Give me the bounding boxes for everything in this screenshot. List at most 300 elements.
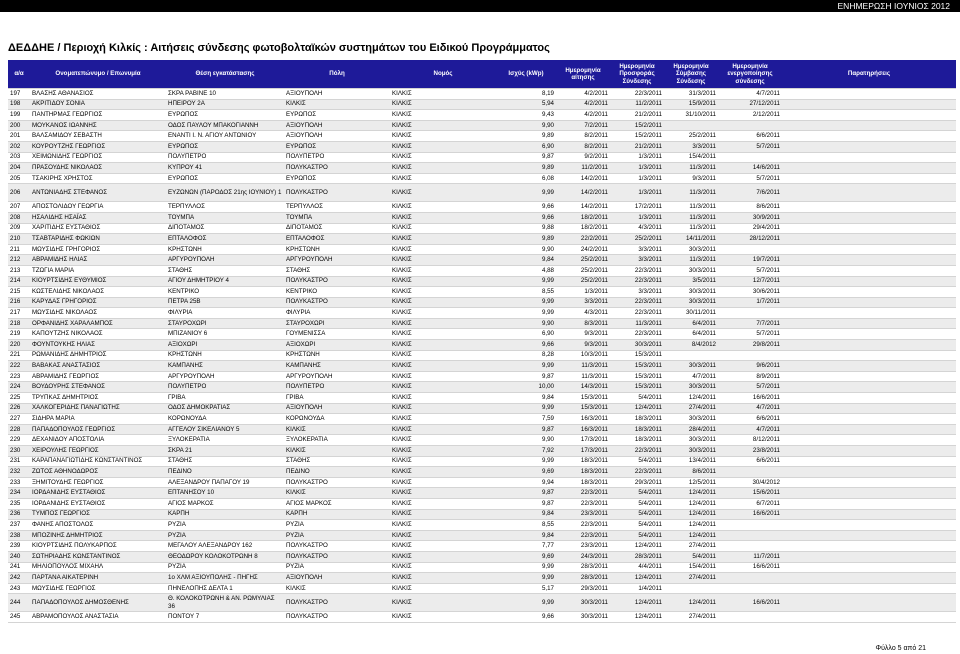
- table-cell: ΑΞΙΟΥΠΟΛΗ: [284, 89, 390, 100]
- table-cell: ΣΩΤΗΡΙΑΔΗΣ ΚΩΝΣΤΑΝΤΙΝΟΣ: [30, 551, 166, 562]
- table-cell: 15/6/2011: [718, 488, 782, 499]
- table-cell: 229: [8, 435, 30, 446]
- table-cell: ΚΙΛΚΙΣ: [390, 234, 496, 245]
- table-cell: 7/7/2011: [718, 318, 782, 329]
- column-header: Ημερομηνία αίτησης: [556, 60, 610, 89]
- table-cell: 15/3/2011: [610, 371, 664, 382]
- table-cell: 30/3/2011: [664, 414, 718, 425]
- table-cell: ΔΕΧΑΝΙΔΟΥ ΑΠΟΣΤΟΛΙΑ: [30, 435, 166, 446]
- table-cell: 9,84: [496, 255, 556, 266]
- table-cell: 9,88: [496, 223, 556, 234]
- table-cell: 9,99: [496, 361, 556, 372]
- table-cell: 6/7/2011: [718, 498, 782, 509]
- table-cell: ΑΞΙΟΥΠΟΛΗ: [284, 403, 390, 414]
- table-cell: 30/6/2011: [718, 287, 782, 298]
- table-row: [8, 110, 956, 121]
- table-cell: 29/4/2011: [718, 223, 782, 234]
- table-cell: 1/3/2011: [610, 152, 664, 163]
- table-cell: 6/4/2011: [664, 329, 718, 340]
- table-cell: 28/4/2011: [664, 424, 718, 435]
- table-cell: 3/3/2011: [610, 287, 664, 298]
- table-cell: 234: [8, 488, 30, 499]
- table-cell: [782, 446, 956, 457]
- table-cell: 6,90: [496, 329, 556, 340]
- table-cell: 8/2/2011: [556, 141, 610, 152]
- table-row: [8, 594, 956, 612]
- table-cell: ΚΙΛΚΙΣ: [390, 265, 496, 276]
- table-cell: 15/3/2011: [610, 382, 664, 393]
- table-row: [8, 446, 956, 457]
- table-cell: 9,87: [496, 498, 556, 509]
- table-cell: ΡΥΖΙΑ: [166, 520, 284, 531]
- table-cell: ΕΠΤΑΛΟΦΟΣ: [284, 234, 390, 245]
- table-cell: [782, 371, 956, 382]
- table-cell: 3/5/2011: [664, 276, 718, 287]
- table-cell: ΑΡΓΥΡΟΥΠΟΛΗ: [166, 371, 284, 382]
- table-cell: 5/7/2011: [718, 173, 782, 184]
- table-cell: 9/3/2011: [556, 340, 610, 351]
- table-cell: ΣΤΑΘΗΣ: [166, 265, 284, 276]
- table-cell: 22/3/2011: [556, 498, 610, 509]
- table-cell: 29/8/2011: [718, 340, 782, 351]
- table-cell: 4,88: [496, 265, 556, 276]
- table-cell: 200: [8, 120, 30, 131]
- column-header: Ημερομηνία Σύμβασης Σύνδεσης: [664, 60, 718, 89]
- table-cell: 217: [8, 308, 30, 319]
- table-cell: ΑΒΡΑΜΙΔΗΣ ΗΛΙΑΣ: [30, 255, 166, 266]
- table-row: [8, 530, 956, 541]
- table-cell: [782, 594, 956, 612]
- table-row: [8, 488, 956, 499]
- table-cell: [782, 350, 956, 361]
- table-cell: [782, 467, 956, 478]
- table-row: [8, 424, 956, 435]
- table-cell: 1/3/2011: [610, 173, 664, 184]
- table-cell: 218: [8, 318, 30, 329]
- table-cell: 5/7/2011: [718, 141, 782, 152]
- table-cell: ΣΤΑΘΗΣ: [284, 456, 390, 467]
- table-cell: 18/3/2011: [610, 414, 664, 425]
- table-cell: 14/2/2011: [556, 173, 610, 184]
- table-cell: ΓΡΙΒΑ: [284, 393, 390, 404]
- table-cell: ΞΗΜΙΤΟΥΔΗΣ ΓΕΩΡΓΙΟΣ: [30, 477, 166, 488]
- table-cell: ΕΠΤΑΝΗΣΟΥ 10: [166, 488, 284, 499]
- table-cell: ΗΣΑΛΙΔΗΣ ΗΣΑΪΑΣ: [30, 212, 166, 223]
- table-cell: ΔΙΠΟΤΑΜΟΣ: [284, 223, 390, 234]
- table-cell: ΚΡΗΣΤΩΝΗ: [284, 244, 390, 255]
- table-row: [8, 120, 956, 131]
- table-cell: ΜΟΥΚΑΝΟΣ ΙΩΑΝΝΗΣ: [30, 120, 166, 131]
- table-cell: 5/4/2011: [664, 551, 718, 562]
- column-header: Ημερομηνία ενεργοποίησης σύνδεσης: [718, 60, 782, 89]
- table-cell: ΚΙΛΚΙΣ: [390, 520, 496, 531]
- table-cell: ΚΙΟΥΡΤΣΙΔΗΣ ΠΟΛΥΚΑΡΠΟΣ: [30, 541, 166, 552]
- table-cell: ΚΩΣΤΕΛΙΔΗΣ ΝΙΚΟΛΑΟΣ: [30, 287, 166, 298]
- table-cell: ΚΙΛΚΙΣ: [390, 424, 496, 435]
- page-footer: Φύλλο 5 από 21: [875, 645, 926, 652]
- table-cell: 25/2/2011: [556, 276, 610, 287]
- table-cell: ΠΕΔΙΝΟ: [284, 467, 390, 478]
- table-cell: 4/7/2011: [718, 89, 782, 100]
- table-cell: ΚΙΛΚΙΣ: [390, 297, 496, 308]
- table-cell: ΚΙΛΚΙΣ: [390, 99, 496, 110]
- table-cell: 30/3/2011: [664, 382, 718, 393]
- table-cell: 27/4/2011: [664, 612, 718, 623]
- table-cell: ΠΟΛΥΚΑΣΤΡΟ: [284, 163, 390, 174]
- table-cell: 212: [8, 255, 30, 266]
- table-cell: ΑΒΡΑΜΙΔΗΣ ΓΕΩΡΓΙΟΣ: [30, 371, 166, 382]
- table-cell: [782, 583, 956, 594]
- table-cell: 17/3/2011: [556, 446, 610, 457]
- table-cell: ΚΙΛΚΙΣ: [390, 244, 496, 255]
- table-cell: [664, 350, 718, 361]
- table-cell: 5/4/2011: [610, 488, 664, 499]
- table-cell: 239: [8, 541, 30, 552]
- table-cell: 29/3/2011: [610, 477, 664, 488]
- table-cell: 8/3/2011: [556, 318, 610, 329]
- table-cell: 4/2/2011: [556, 99, 610, 110]
- table-cell: 9,90: [496, 435, 556, 446]
- table-cell: [782, 435, 956, 446]
- table-cell: 30/3/2011: [556, 612, 610, 623]
- table-cell: ΑΡΓΥΡΟΥΠΟΛΗ: [166, 255, 284, 266]
- table-row: [8, 562, 956, 573]
- table-cell: ΕΥΡΩΠΟΣ: [166, 141, 284, 152]
- table-cell: 5/7/2011: [718, 329, 782, 340]
- table-row: [8, 276, 956, 287]
- table-cell: 15/4/2011: [664, 152, 718, 163]
- table-cell: 5/7/2011: [718, 382, 782, 393]
- table-cell: ΠΕΤΡΑ 25Β: [166, 297, 284, 308]
- table-cell: 12/4/2011: [664, 488, 718, 499]
- table-cell: [782, 120, 956, 131]
- table-cell: ΤΡΥΠΚΑΣ ΔΗΜΗΤΡΙΟΣ: [30, 393, 166, 404]
- table-cell: 230: [8, 446, 30, 457]
- table-cell: 209: [8, 223, 30, 234]
- table-cell: ΙΟΡΔΑΝΙΔΗΣ ΕΥΣΤΑΘΙΟΣ: [30, 498, 166, 509]
- table-cell: 30/4/2012: [718, 477, 782, 488]
- table-cell: 6/6/2011: [718, 131, 782, 142]
- table-cell: ΤΥΜΠΟΣ ΓΕΩΡΓΙΟΣ: [30, 509, 166, 520]
- table-cell: 23/3/2011: [556, 541, 610, 552]
- table-cell: 15/3/2011: [610, 350, 664, 361]
- table-cell: 1/3/2011: [610, 212, 664, 223]
- table-cell: 24/3/2011: [556, 551, 610, 562]
- table-cell: 9,66: [496, 212, 556, 223]
- column-header: Ισχύς (kWp): [496, 60, 556, 89]
- table-cell: ΘΕΟΔΩΡΟΥ ΚΟΛΟΚΟΤΡΩΝΗ 8: [166, 551, 284, 562]
- table-cell: 16/3/2011: [556, 414, 610, 425]
- table-cell: ΚΙΛΚΙΣ: [390, 612, 496, 623]
- table-cell: ΡΩΜΑΝΙΔΗΣ ΔΗΜΗΤΡΙΟΣ: [30, 350, 166, 361]
- table-cell: 10,00: [496, 382, 556, 393]
- table-row: [8, 612, 956, 623]
- table-cell: ΑΠΟΣΤΟΛΙΔΟΥ ΓΕΩΡΓΙΑ: [30, 202, 166, 213]
- table-cell: [782, 509, 956, 520]
- table-cell: [782, 152, 956, 163]
- table-cell: 233: [8, 477, 30, 488]
- table-cell: ΜΗΛΙΟΠΟΥΛΟΣ ΜΙΧΑΗΛ: [30, 562, 166, 573]
- table-cell: [782, 131, 956, 142]
- table-body: [8, 89, 956, 623]
- table-cell: [782, 520, 956, 531]
- table-cell: 8/4/2012: [664, 340, 718, 351]
- table-cell: ΚΙΛΚΙΣ: [390, 318, 496, 329]
- table-cell: ΚΙΛΚΙΣ: [390, 120, 496, 131]
- table-cell: 14/11/2011: [664, 234, 718, 245]
- table-cell: 9,43: [496, 110, 556, 121]
- table-row: [8, 318, 956, 329]
- table-cell: [782, 184, 956, 202]
- table-cell: ΚΙΛΚΙΣ: [390, 498, 496, 509]
- table-cell: ΚΙΛΚΙΣ: [390, 212, 496, 223]
- table-cell: [782, 173, 956, 184]
- table-cell: 17/2/2011: [610, 202, 664, 213]
- table-cell: 30/3/2011: [664, 446, 718, 457]
- table-cell: 231: [8, 456, 30, 467]
- table-cell: 11/3/2011: [664, 255, 718, 266]
- table-cell: 30/3/2011: [664, 297, 718, 308]
- table-cell: ΧΑΡΙΤΙΔΗΣ ΕΥΣΤΑΘΙΟΣ: [30, 223, 166, 234]
- table-cell: 25/2/2011: [556, 265, 610, 276]
- table-cell: ΕΠΤΑΛΟΦΟΣ: [166, 234, 284, 245]
- table-cell: 5/4/2011: [610, 393, 664, 404]
- table-cell: 8/9/2011: [718, 371, 782, 382]
- table-cell: [782, 530, 956, 541]
- table-cell: ΚΙΛΚΙΣ: [284, 99, 390, 110]
- table-cell: 25/2/2011: [664, 131, 718, 142]
- table-cell: ΠΟΛΥΚΑΣΤΡΟ: [284, 612, 390, 623]
- table-cell: ΚΙΛΚΙΣ: [390, 340, 496, 351]
- table-cell: [782, 456, 956, 467]
- table-cell: ΚΙΟΥΡΤΣΙΔΗΣ ΕΥΘΥΜΙΟΣ: [30, 276, 166, 287]
- table-cell: [782, 141, 956, 152]
- table-cell: [782, 163, 956, 174]
- table-cell: [782, 573, 956, 584]
- table-cell: ΠΟΛΥΠΕΤΡΟ: [166, 382, 284, 393]
- table-row: [8, 265, 956, 276]
- table-cell: 216: [8, 297, 30, 308]
- table-cell: ΠΟΛΥΠΕΤΡΟ: [166, 152, 284, 163]
- table-cell: 11/3/2011: [664, 202, 718, 213]
- table-cell: 15/3/2011: [610, 361, 664, 372]
- table-cell: ΡΥΖΙΑ: [284, 562, 390, 573]
- table-cell: ΚΙΛΚΙΣ: [390, 530, 496, 541]
- table-row: [8, 308, 956, 319]
- table-cell: 208: [8, 212, 30, 223]
- table-cell: ΚΙΛΚΙΣ: [284, 488, 390, 499]
- table-cell: 219: [8, 329, 30, 340]
- table-cell: ΑΡΓΥΡΟΥΠΟΛΗ: [284, 255, 390, 266]
- update-label: ΕΝΗΜΕΡΩΣΗ ΙΟΥΝΙΟΣ 2012: [837, 1, 950, 11]
- table-cell: 2/12/2011: [718, 110, 782, 121]
- table-cell: [782, 287, 956, 298]
- table-cell: ΚΙΛΚΙΣ: [390, 477, 496, 488]
- column-header: Ημερομηνία Προσφοράς Σύνδεσης: [610, 60, 664, 89]
- table-cell: ΠΑΡΤΑΝΑ ΑΙΚΑΤΕΡΙΝΗ: [30, 573, 166, 584]
- table-cell: ΚΡΗΣΤΩΝΗ: [284, 350, 390, 361]
- table-cell: ΚΙΛΚΙΣ: [390, 573, 496, 584]
- table-cell: 227: [8, 414, 30, 425]
- table-cell: 9,99: [496, 562, 556, 573]
- table-cell: 22/3/2011: [610, 308, 664, 319]
- table-cell: [782, 488, 956, 499]
- table-cell: ΚΙΛΚΙΣ: [390, 551, 496, 562]
- table-cell: 5/4/2011: [610, 520, 664, 531]
- table-cell: ΑΞΙΟΥΠΟΛΗ: [284, 573, 390, 584]
- table-cell: ΦΙΛΥΡΙΑ: [284, 308, 390, 319]
- table-cell: ΚΙΛΚΙΣ: [390, 255, 496, 266]
- table-cell: 225: [8, 393, 30, 404]
- table-cell: 25/2/2011: [610, 234, 664, 245]
- table-cell: 28/3/2011: [556, 562, 610, 573]
- table-cell: ΙΟΡΔΑΝΙΔΗΣ ΕΥΣΤΑΘΙΟΣ: [30, 488, 166, 499]
- table-cell: ΚΙΛΚΙΣ: [390, 488, 496, 499]
- table-cell: 11/3/2011: [664, 212, 718, 223]
- table-cell: 27/4/2011: [664, 541, 718, 552]
- column-header: α/α: [8, 60, 30, 89]
- table-cell: ΚΙΛΚΙΣ: [390, 223, 496, 234]
- table-cell: 18/2/2011: [556, 223, 610, 234]
- table-cell: 8,28: [496, 350, 556, 361]
- table-cell: ΚΙΛΚΙΣ: [390, 583, 496, 594]
- table-cell: ΑΓΙΟΣ ΜΑΡΚΟΣ: [284, 498, 390, 509]
- table-row: [8, 89, 956, 100]
- table-cell: ΕΥΖΩΝΩΝ (ΠΑΡΟΔΟΣ 21ης ΙΟΥΝΙΟΥ) 1: [166, 184, 284, 202]
- table-cell: 15/3/2011: [556, 393, 610, 404]
- table-cell: 7,59: [496, 414, 556, 425]
- table-cell: 13/4/2011: [664, 456, 718, 467]
- table-cell: [782, 424, 956, 435]
- table-cell: 31/10/2011: [664, 110, 718, 121]
- table-cell: 23/8/2011: [718, 446, 782, 457]
- table-cell: ΦΑΝΗΣ ΑΠΟΣΤΟΛΟΣ: [30, 520, 166, 531]
- table-cell: ΚΕΝΤΡΙΚΟ: [284, 287, 390, 298]
- table-cell: 15/2/2011: [610, 131, 664, 142]
- table-row: [8, 583, 956, 594]
- table-cell: ΣΤΑΥΡΟΧΩΡΙ: [284, 318, 390, 329]
- table-cell: 9,87: [496, 371, 556, 382]
- table-cell: 12/4/2011: [610, 612, 664, 623]
- table-cell: 211: [8, 244, 30, 255]
- table-cell: 15/9/2011: [664, 99, 718, 110]
- table-cell: 213: [8, 265, 30, 276]
- table-cell: 22/3/2011: [610, 329, 664, 340]
- table-row: [8, 99, 956, 110]
- table-cell: 24/2/2011: [556, 244, 610, 255]
- table-cell: 221: [8, 350, 30, 361]
- table-cell: ΚΟΡΩΝΟΥΔΑ: [166, 414, 284, 425]
- table-cell: [782, 498, 956, 509]
- table-cell: ΕΥΡΩΠΟΣ: [284, 141, 390, 152]
- table-cell: ΤΣΑΚΙΡΗΣ ΧΡΗΣΤΟΣ: [30, 173, 166, 184]
- table-cell: 3/3/2011: [664, 141, 718, 152]
- table-cell: 1/3/2011: [610, 163, 664, 174]
- table-cell: 8/12/2011: [718, 435, 782, 446]
- table-cell: ΑΞΙΟΧΩΡΙ: [166, 340, 284, 351]
- table-cell: ΚΟΥΡΟΥΤΖΗΣ ΓΕΩΡΓΙΟΣ: [30, 141, 166, 152]
- table-cell: ΠΟΛΥΚΑΣΤΡΟ: [284, 297, 390, 308]
- table-cell: ΚΙΛΚΙΣ: [390, 110, 496, 121]
- table-cell: ΕΝΑΝΤΙ Ι. Ν. ΑΓΙΟΥ ΑΝΤΩΝΙΟΥ: [166, 131, 284, 142]
- table-cell: 15/3/2011: [556, 403, 610, 414]
- table-cell: 22/3/2011: [610, 467, 664, 478]
- table-cell: ΣΚΡΑ 21: [166, 446, 284, 457]
- table-cell: ΠΟΛΥΠΕΤΡΟ: [284, 152, 390, 163]
- table-cell: 8/2/2011: [556, 131, 610, 142]
- table-cell: ΚΙΛΚΙΣ: [390, 382, 496, 393]
- table-cell: ΧΕΙΡΟΥΛΗΣ ΓΕΩΡΓΙΟΣ: [30, 446, 166, 457]
- table-cell: [782, 612, 956, 623]
- table-cell: ΚΙΛΚΙΣ: [390, 141, 496, 152]
- table-cell: ΓΟΥΜΕΝΙΣΣΑ: [284, 329, 390, 340]
- table-cell: ΚΙΛΚΙΣ: [390, 456, 496, 467]
- table-cell: ΟΔΟΣ ΔΗΜΟΚΡΑΤΙΑΣ: [166, 403, 284, 414]
- table-cell: [718, 530, 782, 541]
- table-cell: 4/3/2011: [556, 308, 610, 319]
- table-cell: 242: [8, 573, 30, 584]
- table-cell: 12/4/2011: [664, 594, 718, 612]
- table-cell: ΣΤΑΘΗΣ: [284, 265, 390, 276]
- table-cell: 8/6/2011: [718, 202, 782, 213]
- table-cell: ΑΓΓΕΛΟΥ ΣΙΚΕΛΙΑΝΟΥ 5: [166, 424, 284, 435]
- column-header: Παρατηρήσεις: [782, 60, 956, 89]
- table-cell: ΜΩΥΣΙΔΗΣ ΓΡΗΓΟΡΙΟΣ: [30, 244, 166, 255]
- table-cell: ΡΥΖΙΑ: [284, 520, 390, 531]
- table-cell: 25/2/2011: [556, 255, 610, 266]
- table-row: [8, 403, 956, 414]
- table-row: [8, 223, 956, 234]
- table-cell: 204: [8, 163, 30, 174]
- table-cell: [782, 297, 956, 308]
- table-cell: 5,17: [496, 583, 556, 594]
- table-cell: 1/7/2011: [718, 297, 782, 308]
- table-cell: 3/3/2011: [556, 297, 610, 308]
- table-cell: ΠΡΑΣΟΥΔΗΣ ΝΙΚΟΛΑΟΣ: [30, 163, 166, 174]
- table-cell: 22/3/2011: [556, 488, 610, 499]
- table-cell: 9,87: [496, 152, 556, 163]
- table-cell: ΚΑΡΑΠΑΝΑΓΙΩΤΙΔΗΣ ΚΩΝΣΤΑΝΤΙΝΟΣ: [30, 456, 166, 467]
- table-cell: 12/4/2011: [664, 530, 718, 541]
- table-cell: 4/4/2011: [610, 562, 664, 573]
- table-cell: ΑΝΤΩΝΙΑΔΗΣ ΣΤΕΦΑΝΟΣ: [30, 184, 166, 202]
- table-cell: [782, 562, 956, 573]
- table-cell: [782, 477, 956, 488]
- table-cell: 4/2/2011: [556, 89, 610, 100]
- table-cell: [782, 212, 956, 223]
- table-cell: 12/4/2011: [664, 520, 718, 531]
- table-cell: 16/6/2011: [718, 393, 782, 404]
- table-cell: 4/2/2011: [556, 110, 610, 121]
- table-row: [8, 202, 956, 213]
- table-cell: 3/3/2011: [610, 255, 664, 266]
- table-cell: ΑΞΙΟΥΠΟΛΗ: [284, 120, 390, 131]
- table-cell: 18/3/2011: [556, 456, 610, 467]
- page-title: ΔΕΔΔΗΕ / Περιοχή Κιλκίς : Αιτήσεις σύνδεσης φωτοβολταϊκών συστημάτων του Ειδικού Προγράμματος: [8, 42, 550, 54]
- table-cell: ΤΖΩΓΙΑ ΜΑΡΙΑ: [30, 265, 166, 276]
- table-cell: 197: [8, 89, 30, 100]
- table-cell: ΦΟΥΝΤΟΥΚΗΣ ΗΛΙΑΣ: [30, 340, 166, 351]
- table-cell: 11/3/2011: [556, 361, 610, 372]
- table-cell: ΚΙΛΚΙΣ: [390, 287, 496, 298]
- table-cell: ΚΙΛΚΙΣ: [390, 308, 496, 319]
- table-cell: 232: [8, 467, 30, 478]
- table-cell: 11/3/2011: [610, 318, 664, 329]
- table-cell: ΟΡΦΑΝΙΔΗΣ ΧΑΡΑΛΑΜΠΟΣ: [30, 318, 166, 329]
- table-cell: ΤΟΥΜΠΑ: [284, 212, 390, 223]
- table-cell: 27/4/2011: [664, 403, 718, 414]
- table-cell: ΚΟΡΩΝΟΥΔΑ: [284, 414, 390, 425]
